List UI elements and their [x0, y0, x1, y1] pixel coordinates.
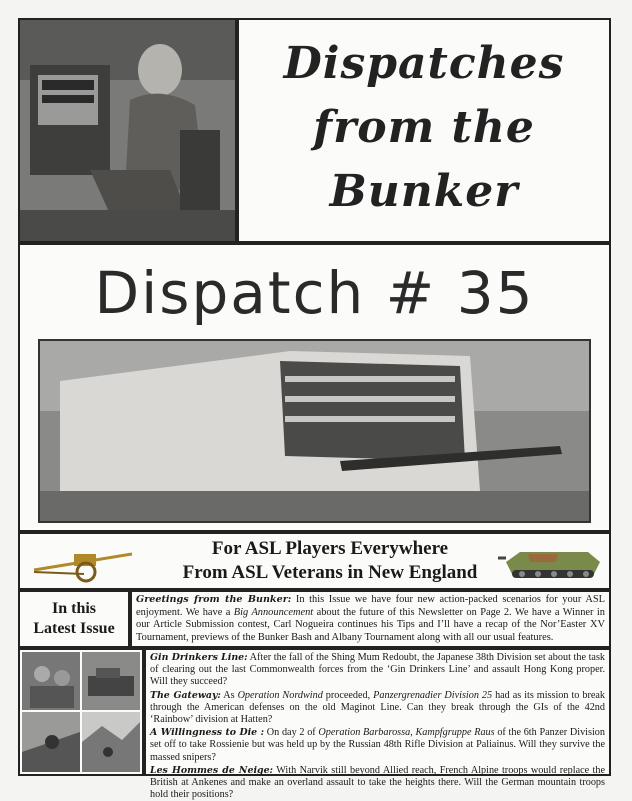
- masthead-line2: from the: [313, 102, 535, 153]
- scenario-2-emph2: Panzergrenadier Division 25: [373, 689, 493, 701]
- scenario-gin-drinkers: [150, 652, 605, 689]
- scenario-willingness: [150, 727, 605, 764]
- scenario-2-mid: proceeded,: [322, 689, 374, 701]
- greetings-box: [130, 590, 611, 648]
- tagline-row: [18, 532, 611, 590]
- bunker-photo: [38, 339, 591, 523]
- greetings-paragraph: [136, 594, 605, 644]
- greetings-text2: about the future of this Newsletter on Page 2. We have a Winner in our Article Submission contest, Carl Nogueira continues his Tips and I’ll have a recap of the Nor’Easter XV Tournament, previews of the Bunker Bash and Albany Tournament along with all our usual features.: [136, 606, 605, 643]
- scenario-3-text: of the 6th Panzer Division set off to take Rossienie but was held up by the Russian 48th Rifle Division at Paliainus. Will they survive the massed snipers?: [150, 727, 605, 763]
- scenario-3-emph1: Operation Barbarossa, Kampfgruppe Raus: [318, 727, 495, 739]
- tagline-line1: For ASL Players Everywhere: [211, 538, 449, 559]
- scenario-3-lead: A Willingness to Die :: [150, 727, 265, 739]
- sidebar-line1: In this: [51, 600, 97, 617]
- scenarios-box: [144, 648, 611, 801]
- masthead-line3: Bunker: [329, 166, 519, 217]
- greetings-emph: Big Announcement: [233, 606, 314, 618]
- thumbnail-box: [18, 648, 144, 776]
- scenario-thumb-2: [82, 652, 140, 710]
- radio-operator-photo: [18, 18, 237, 243]
- issue-title: Dispatch # 35: [94, 259, 535, 327]
- issue-box: [18, 243, 611, 532]
- scenario-thumb-1: [22, 652, 80, 710]
- masthead-line1: Dispatches: [283, 38, 565, 89]
- scenario-3-pre: On day 2 of: [264, 727, 319, 739]
- scenario-2-emph1: Operation Nordwind: [237, 689, 323, 701]
- scenario-1-text: After the fall of the Shing Mum Redoubt, the Japanese 38th Division set about the task of clearing out the last Commonwealth forces from the ‘Gin Drinkers Line’ and assault Hong Kong proper. Will they succeed?: [150, 652, 606, 688]
- greetings-text1: In this Issue we have four new action-packed scenarios for your ASL enjoyment. We have a: [136, 594, 605, 618]
- sidebar-line2: Latest Issue: [33, 620, 115, 637]
- scenario-2-text: had as its mission to break through the American defenses on the old Maginot Line. Can they break through the GIs of the 42nd ‘Rainbow’ division at Hatten?: [150, 689, 605, 726]
- scenario-4-text: With Narvik still beyond Allied reach, French Alpine troops would replace the British at Ankenes and make an overland assault to take the heights there. Will the German mountain troops hold their positions?: [150, 764, 605, 801]
- scenario-gateway: [150, 690, 605, 727]
- sidebar-box: [18, 590, 130, 648]
- anti-tank-gun-illustration: [24, 540, 142, 584]
- scenario-4-lead: Les Hommes de Neige:: [150, 764, 273, 776]
- masthead-box: [237, 18, 611, 243]
- scenario-thumb-3: [22, 712, 80, 772]
- tank-destroyer-illustration: [498, 540, 608, 584]
- greetings-lead: Greetings from the Bunker:: [136, 594, 292, 605]
- scenario-2-pre: As: [220, 689, 238, 701]
- scenario-1-lead: Gin Drinkers Line:: [150, 652, 248, 663]
- scenario-thumb-4: [82, 712, 140, 772]
- scenario-2-lead: The Gateway:: [150, 689, 221, 701]
- tagline-line2: From ASL Veterans in New England: [182, 562, 478, 583]
